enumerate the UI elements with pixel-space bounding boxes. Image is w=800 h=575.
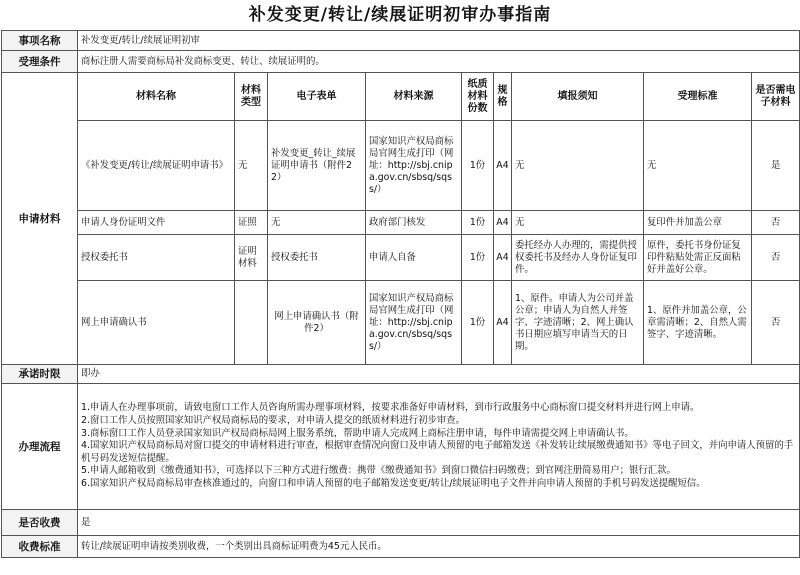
materials-header-row <box>2 73 800 121</box>
material-electronic: 是 <box>752 121 800 211</box>
material-source: 申请人自备 <box>366 235 462 281</box>
material-type: 证明材料 <box>235 235 268 281</box>
material-notes: 无 <box>512 121 644 211</box>
col-header-electronic: 是否需电子材料 <box>752 73 800 121</box>
material-notes: 1、原件。申请人为公司并盖公章；申请人为自然人并签字、字迹清晰；2、网上确认书日期应填写申请当天的日期。 <box>512 281 644 365</box>
time-limit-label: 承诺时限 <box>2 365 78 384</box>
material-name: 授权委托书 <box>78 235 235 281</box>
material-standard: 无 <box>644 121 752 211</box>
col-header-form: 电子表单 <box>268 73 366 121</box>
material-spec: A4 <box>494 281 512 365</box>
material-copies: 1份 <box>462 211 494 235</box>
col-header-standard: 受理标准 <box>644 73 752 121</box>
col-header-type: 材料类型 <box>235 73 268 121</box>
material-type: 证照 <box>235 211 268 235</box>
material-name: 申请人身份证明文件 <box>78 211 235 235</box>
page-title: 补发变更/转让/续展证明初审办事指南 <box>248 5 552 25</box>
process-steps <box>78 384 800 510</box>
material-notes: 无 <box>512 211 644 235</box>
material-form: 无 <box>268 211 366 235</box>
material-copies: 1份 <box>462 121 494 211</box>
process-step: 1.申请人在办理事项前，请致电窗口工作人员咨询所需办理事项材料，按要求准备好申请材料，到市行政服务中心商标窗口提交材料并进行网上申请。 <box>81 402 700 414</box>
col-header-source: 材料来源 <box>366 73 462 121</box>
process-step: 2.窗口工作人员按照国家知识产权局商标局的要求，对申请人提交的纸质材料进行初步审查。 <box>81 415 465 427</box>
material-type <box>235 281 268 365</box>
material-row <box>2 235 800 281</box>
fee-standard-row <box>2 536 800 558</box>
material-spec: A4 <box>494 211 512 235</box>
process-step: 5.申请人邮箱收到《缴费通知书》，可选择以下三种方式进行缴费：携带《缴费通知书》到窗口微信扫码缴费；到官网注册简易用户；银行汇款。 <box>81 465 676 477</box>
material-copies: 1份 <box>462 281 494 365</box>
fee-label: 是否收费 <box>2 510 78 536</box>
material-electronic: 否 <box>752 235 800 281</box>
material-name: 《补发变更/转让/续展证明申请书》 <box>78 121 235 211</box>
material-standard: 复印件并加盖公章 <box>644 211 752 235</box>
material-row <box>2 281 800 365</box>
material-form: 授权委托书 <box>268 235 366 281</box>
material-spec: A4 <box>494 235 512 281</box>
material-row <box>2 211 800 235</box>
col-header-name: 材料名称 <box>78 73 235 121</box>
col-header-notes: 填报须知 <box>512 73 644 121</box>
time-limit-value: 即办 <box>78 365 800 384</box>
material-standard: 原件，委托书身份证复印件粘贴处需正反面粘好并盖好公章。 <box>644 235 752 281</box>
material-form: 网上申请确认书（附件2） <box>268 281 366 365</box>
materials-label: 申请材料 <box>2 73 78 365</box>
process-step: 6.国家知识产权局商标局审查核准通过的，向窗口和申请人预留的电子邮箱发送变更/转让/续展证明电子文件并向申请人预留的手机号码发送提醒短信。 <box>81 477 706 489</box>
fee-value: 是 <box>78 510 800 536</box>
process-step: 3.商标窗口工作人员登录国家知识产权局商标局网上服务系统，帮助申请人完成网上商标注册申请，每件申请需提交网上申请确认书。 <box>81 427 634 439</box>
material-name: 网上申请确认书 <box>78 281 235 365</box>
material-row <box>2 121 800 211</box>
item-name-label: 事项名称 <box>2 31 78 51</box>
material-source: 国家知识产权局商标局官网生成打印（网址：http://sbj.cnipa.gov.cn/sbsq/sqss/） <box>366 121 462 211</box>
material-electronic: 否 <box>752 211 800 235</box>
material-notes: 委托经办人办理的，需提供授权委托书及经办人身份证复印件。 <box>512 235 644 281</box>
time-limit-row <box>2 365 800 384</box>
col-header-copies: 纸质材料份数 <box>462 73 494 121</box>
material-standard: 1、原件并加盖公章，公章需清晰；2、自然人需签字、字迹清晰。 <box>644 281 752 365</box>
process-step: 4.国家知识产权局商标局对窗口提交的申请材料进行审查，根据审查情况向窗口及申请人预留的电子邮箱发送《补发转让续展缴费通知书》等电子回文，并向申请人预留的手机号码发送短信提醒。 <box>81 440 794 464</box>
material-type: 无 <box>235 121 268 211</box>
item-name-value: 补发变更/转让/续展证明初审 <box>78 31 800 51</box>
material-source: 国家知识产权局商标局官网生成打印（网址：http://sbj.cnipa.gov.cn/sbsq/sqss/） <box>366 281 462 365</box>
fee-row <box>2 510 800 536</box>
col-header-spec: 规格 <box>494 73 512 121</box>
material-electronic: 否 <box>752 281 800 365</box>
item-name-row <box>2 31 800 51</box>
material-spec: A4 <box>494 121 512 211</box>
material-source: 政府部门核发 <box>366 211 462 235</box>
process-label: 办理流程 <box>2 384 78 510</box>
guide-table <box>1 30 800 558</box>
material-form: 补发变更_转让_续展证明申请书（附件22） <box>268 121 366 211</box>
conditions-label: 受理条件 <box>2 51 78 73</box>
conditions-row <box>2 51 800 73</box>
process-row <box>2 384 800 510</box>
material-copies: 1份 <box>462 235 494 281</box>
fee-standard-label: 收费标准 <box>2 536 78 558</box>
conditions-value: 商标注册人需要商标局补发商标变更、转让、续展证明的。 <box>78 51 800 73</box>
fee-standard-value: 转让/续展证明申请按类别收费，一个类别出具商标证明费为45元人民币。 <box>78 536 800 558</box>
